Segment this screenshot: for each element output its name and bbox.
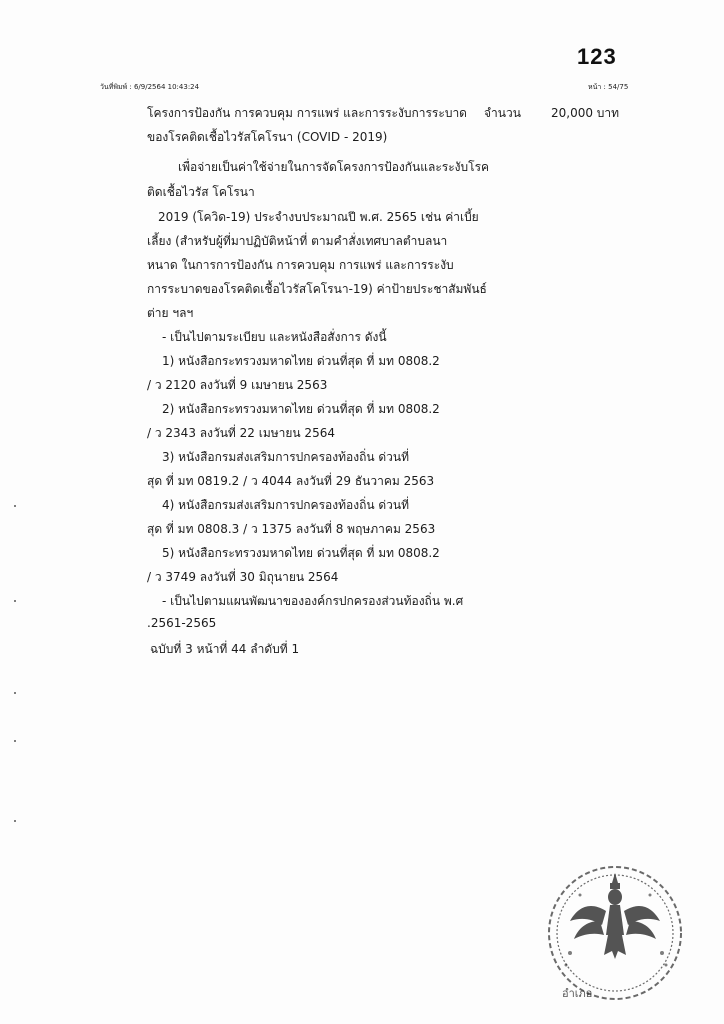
body-line: / ว 2120 ลงวันที่ 9 เมษายน 2563	[147, 378, 328, 392]
scan-speck	[14, 692, 16, 694]
body-line: เพื่อจ่ายเป็นค่าใช้จ่ายในการจัดโครงการป้องกันและระงับโรค	[178, 160, 490, 174]
body-line: การระบาดของโรคติดเชื้อไวรัสโคโรนา-19) ค่าป้ายประชาสัมพันธ์	[147, 282, 487, 296]
amount-value: 20,000 บาท	[551, 106, 620, 120]
scan-speck	[14, 600, 16, 602]
body-line: 2019 (โควิด-19) ประจำงบประมาณปี พ.ศ. 2565 เช่น ค่าเบี้ย	[158, 210, 479, 224]
body-line: ต่าย ฯลฯ	[147, 306, 194, 320]
print-date: วันที่พิมพ์ : 6/9/2564 10:43:24	[100, 83, 200, 91]
scan-speck	[14, 740, 16, 742]
amount-label: จำนวน	[484, 106, 521, 120]
project-title-line2: ของโรคติดเชื้อไวรัสโคโรนา (COVID - 2019)	[147, 130, 388, 144]
body-line: / ว 3749 ลงวันที่ 30 มิถุนายน 2564	[147, 570, 339, 584]
body-line: สุด ที่ มท 0808.3 / ว 1375 ลงวันที่ 8 พฤษภาคม 2563	[147, 522, 436, 536]
body-line: 5) หนังสือกระทรวงมหาดไทย ด่วนที่สุด ที่ มท 0808.2	[162, 546, 440, 560]
body-line: เลี้ยง (สำหรับผู้ที่มาปฏิบัติหน้าที่ ตามคำสั่งเทศบาลตำบลนา	[147, 234, 448, 248]
body-line: / ว 2343 ลงวันที่ 22 เมษายน 2564	[147, 426, 335, 440]
body-line: - เป็นไปตามแผนพัฒนาขององค์กรปกครองส่วนท้องถิ่น พ.ศ	[162, 594, 464, 608]
scan-speck	[14, 505, 16, 507]
garuda-icon	[570, 873, 660, 959]
page-indicator: หน้า : 54/75	[588, 83, 629, 91]
page-number-stamp: 123	[577, 44, 617, 69]
body-line: 3) หนังสือกรมส่งเสริมการปกครองท้องถิ่น ด่วนที่	[162, 450, 409, 464]
body-line: .2561-2565	[147, 616, 217, 630]
body-line: 2) หนังสือกระทรวงมหาดไทย ด่วนที่สุด ที่ มท 0808.2	[162, 402, 440, 416]
scan-speck	[14, 820, 16, 822]
body-line: สุด ที่ มท 0819.2 / ว 4044 ลงวันที่ 29 ธันวาคม 2563	[147, 474, 435, 488]
body-line: ติดเชื้อไวรัส โคโรนา	[147, 185, 255, 199]
project-title-line1: โครงการป้องกัน การควบคุม การแพร่ และการระงับการระบาด	[147, 106, 467, 120]
body-line: 4) หนังสือกรมส่งเสริมการปกครองท้องถิ่น ด่วนที่	[162, 498, 409, 512]
seal-caption: อำเภอ	[562, 987, 593, 1000]
body-line: 1) หนังสือกระทรวงมหาดไทย ด่วนที่สุด ที่ มท 0808.2	[162, 354, 440, 368]
body-line: ฉบับที่ 3 หน้าที่ 44 ลำดับที่ 1	[150, 642, 300, 656]
body-line: - เป็นไปตามระเบียบ และหนังสือสั่งการ ดังนี้	[162, 330, 387, 344]
body-line: หนาด ในการการป้องกัน การควบคุม การแพร่ และการระงับ	[147, 258, 454, 272]
official-seal-stamp	[540, 855, 690, 1005]
